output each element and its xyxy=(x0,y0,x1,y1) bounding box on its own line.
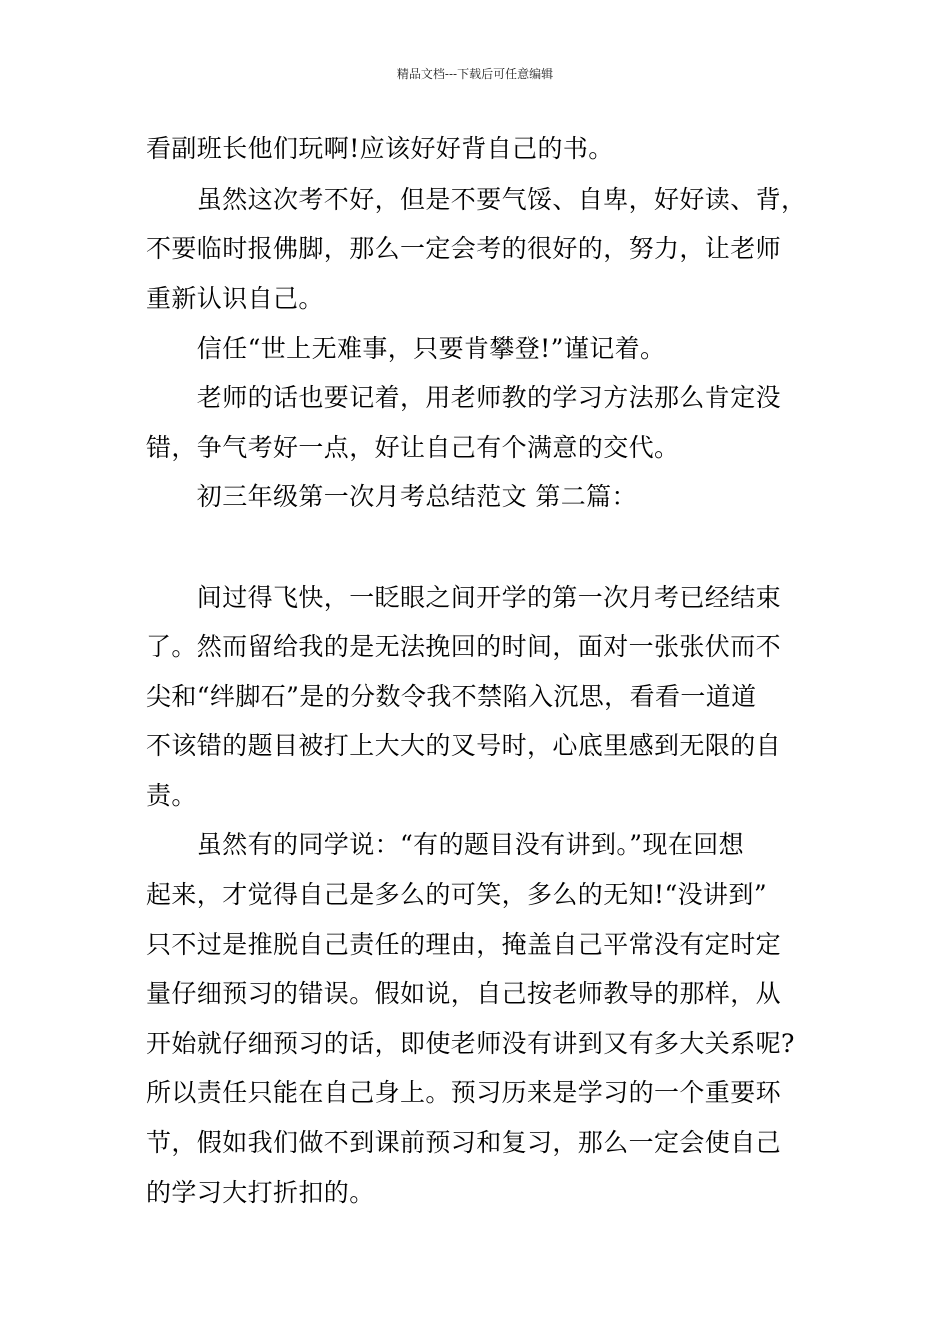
text-line: 只不过是推脱自己责任的理由，掩盖自己平常没有定时定 xyxy=(146,930,782,959)
section-heading: 初三年级第一次月考总结范文 第二篇： xyxy=(146,482,637,511)
text-line: 虽然这次考不好，但是不要气馁、自卑，好好读、背， xyxy=(146,185,807,214)
text-line: 开始就仔细预习的话，即使老师没有讲到又有多大关系呢? xyxy=(146,1029,795,1058)
text-line: 间过得飞快，一眨眼之间开学的第一次月考已经结束 xyxy=(146,583,782,612)
text-line: 虽然有的同学说：“有的题目没有讲到。”现在回想 xyxy=(146,830,745,859)
text-line: 尖和“绊脚石”是的分数令我不禁陷入沉思，看看一道道 xyxy=(146,682,757,711)
text-line: 了。然而留给我的是无法挽回的时间，面对一张张伏而不 xyxy=(146,632,782,661)
text-line: 看副班长他们玩啊!应该好好背自己的书。 xyxy=(146,134,614,163)
text-line: 量仔细预习的错误。假如说，自己按老师教导的那样，从 xyxy=(146,979,782,1008)
text-line: 起来，才觉得自己是多么的可笑，多么的无知!“没讲到” xyxy=(146,880,768,909)
text-line: 责。 xyxy=(146,781,197,810)
text-line: 错，争气考好一点，好让自己有个满意的交代。 xyxy=(146,433,680,462)
text-line: 节，假如我们做不到课前预习和复习，那么一定会使自己 xyxy=(146,1128,782,1157)
text-line: 的学习大打折扣的。 xyxy=(146,1178,375,1207)
page-header: 精品文档---下载后可任意编辑 xyxy=(396,67,554,81)
text-line: 老师的话也要记着，用老师教的学习方法那么肯定没 xyxy=(146,383,782,412)
text-line: 信任“世上无难事，只要肯攀登!”谨记着。 xyxy=(146,334,666,363)
text-line: 不要临时报佛脚，那么一定会考的很好的，努力，让老师 xyxy=(146,234,782,263)
text-line: 重新认识自己。 xyxy=(146,284,324,313)
text-line: 所以责任只能在自己身上。预习历来是学习的一个重要环 xyxy=(146,1078,782,1107)
text-line: 不该错的题目被打上大大的叉号时，心底里感到无限的自 xyxy=(146,731,782,760)
